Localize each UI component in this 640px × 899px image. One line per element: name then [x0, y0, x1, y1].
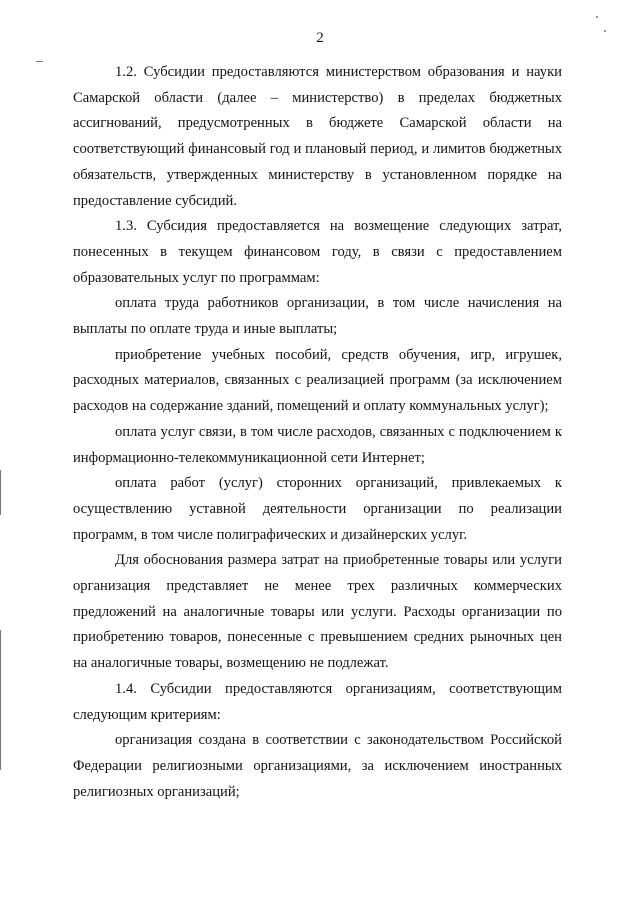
- scan-artifact: [0, 630, 1, 770]
- expense-item-salary: оплата труда работников организации, в том числе начисления на выплаты по оплате труда и иные выплаты;: [73, 295, 562, 338]
- scan-artifact: [596, 16, 598, 18]
- scan-artifact: [36, 61, 43, 62]
- criteria-item-religious: организация создана в соответствии с законодательством Российской Федерации религиозными организациями, за исключением иностранных религиозных организаций;: [73, 732, 562, 800]
- expense-item-materials: приобретение учебных пособий, средств обучения, игр, игрушек, расходных материалов, связанных с реализацией программ (за исключением расходов на содержание зданий, помещений и оплату коммунальных услуг);: [73, 346, 562, 415]
- paragraph-justification: Для обоснования размера затрат на приобретенные товары или услуги организация представляет не менее трех различных коммерческих предложений на аналогичные товары или услуги. Расходы организации по приобретению товаров, понесенные с превышением средних рыночных цен на аналогичные товары, возмещению не подлежат.: [73, 552, 562, 672]
- expense-item-third-party: оплата работ (услуг) сторонних организаций, привлекаемых к осуществлению уставной деятельности организации по реализации программ, в том числе полиграфических и дизайнерских услуг.: [73, 475, 562, 543]
- scan-artifact: [0, 470, 1, 515]
- paragraph-1-3: 1.3. Субсидия предоставляется на возмещение следующих затрат, понесенных в текущем финансовом году, в связи с предоставлением образовательных услуг по программам:: [73, 218, 562, 286]
- document-body: [73, 60, 562, 805]
- page-number: 2: [316, 30, 324, 46]
- paragraph-1-2: 1.2. Субсидии предоставляются министерством образования и науки Самарской области (далее – министерство) в пределах бюджетных ассигнований, предусмотренных в бюджете Самарской области на соответствующий финансовый год и плановый период, и лимитов бюджетных обязательств, утвержденных министерству в установленном порядке на предоставление субсидий.: [73, 64, 562, 209]
- paragraph-1-4: 1.4. Субсидии предоставляются организациям, соответствующим следующим критериям:: [73, 680, 562, 723]
- scan-artifact: [604, 30, 606, 32]
- expense-item-communication: оплата услуг связи, в том числе расходов, связанных с подключением к информационно-телекоммуникационной сети Интернет;: [73, 423, 562, 466]
